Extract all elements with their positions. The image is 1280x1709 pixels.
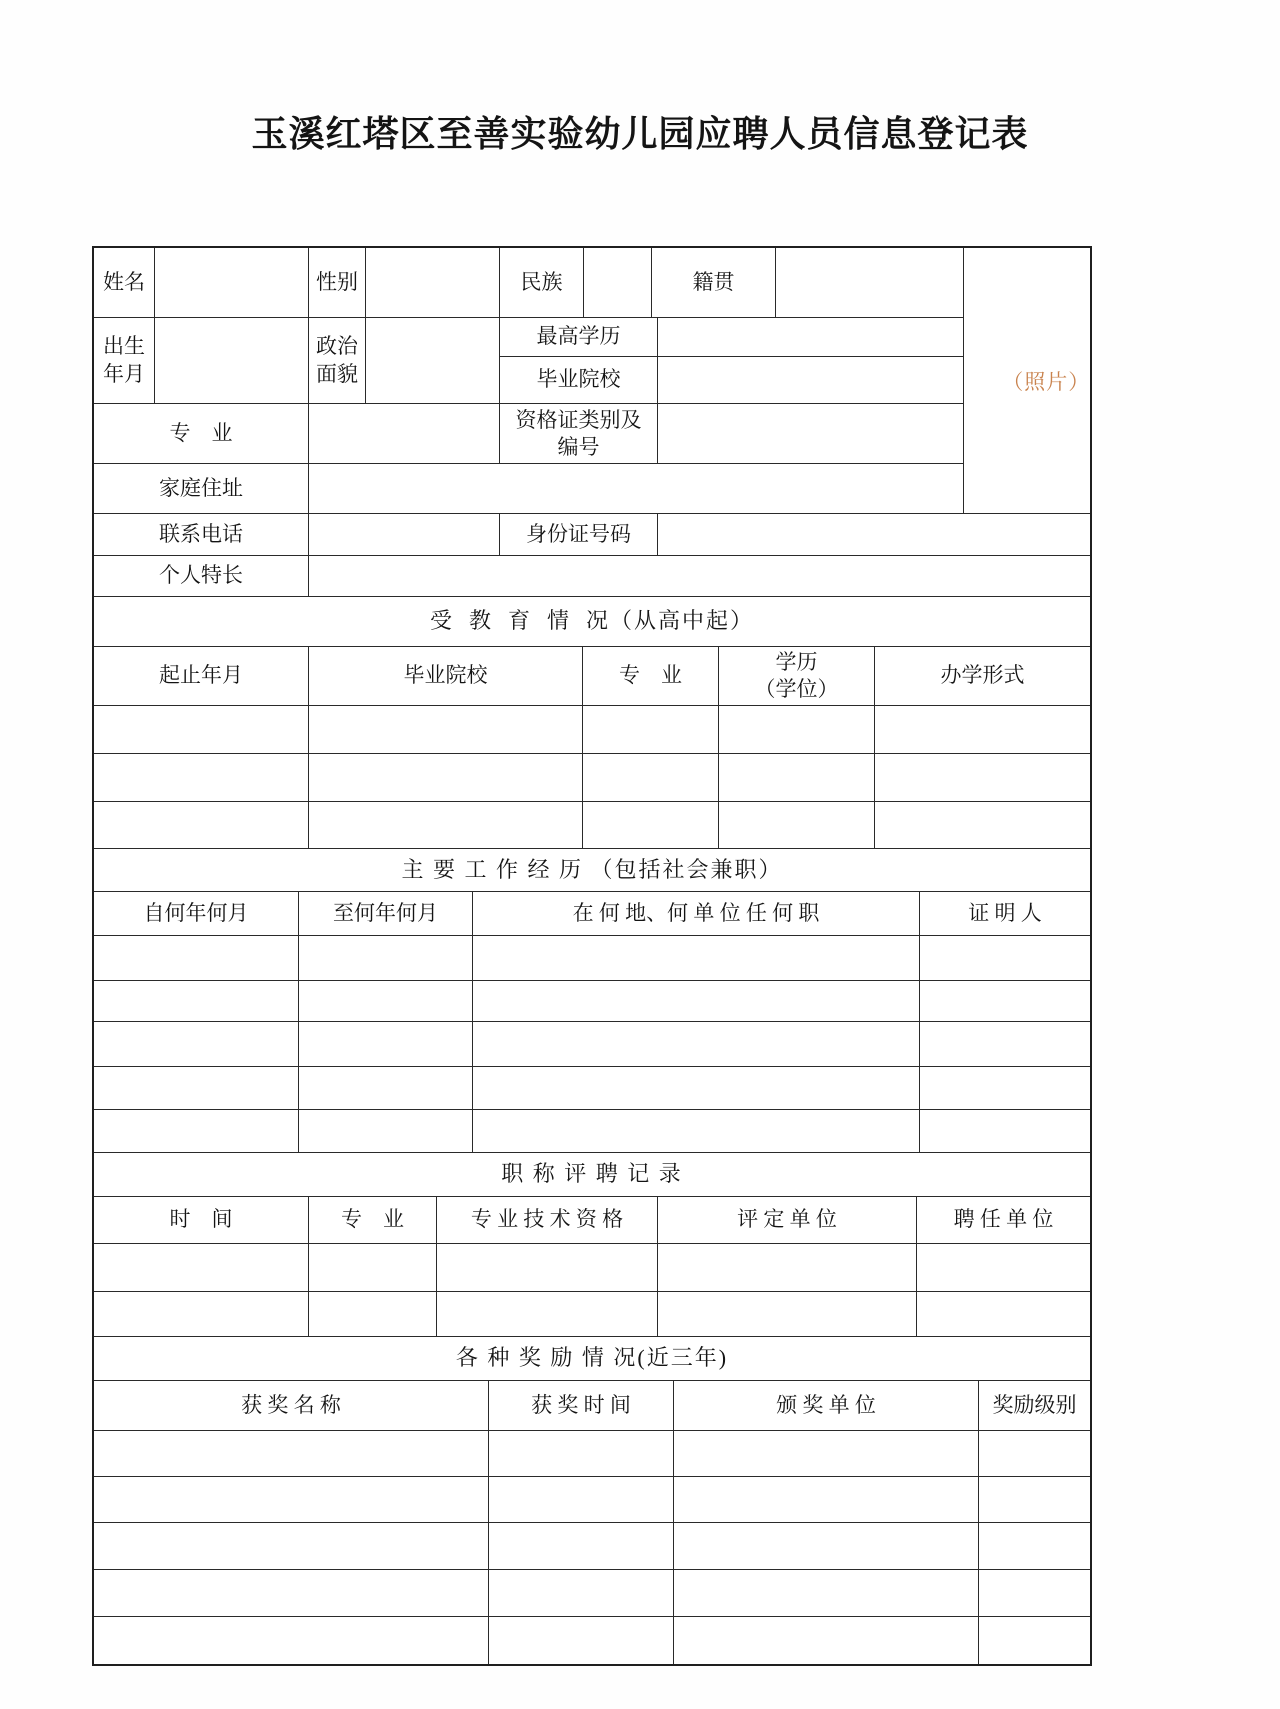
awards-col-awarding-unit: 颁 奖 单 位 [674,1381,979,1430]
gender-label: 性别 [309,248,366,317]
titles-section-title: 职 称 评 聘 记 录 [501,1161,683,1187]
name-value-cell [155,248,309,317]
empty-cell [437,1244,658,1291]
row-name [94,248,963,318]
empty-cell [583,706,719,753]
empty-cell [674,1523,979,1569]
graduate-school-label: 毕业院校 [500,357,658,404]
empty-cell [583,802,719,848]
empty-cell [94,981,299,1021]
empty-cell [979,1617,1090,1664]
empty-cell [875,802,1090,848]
empty-cell [719,706,875,753]
empty-cell [674,1477,979,1522]
native-place-label: 籍贯 [652,248,776,317]
titles-col-qualification: 专 业 技 术 资 格 [437,1197,658,1243]
empty-cell [94,754,309,801]
empty-cell [674,1617,979,1664]
empty-cell [920,1067,1090,1109]
ethnicity-label: 民族 [500,248,584,317]
work-col-from: 自何年何月 [94,892,299,935]
row-highest-education [500,318,963,357]
empty-cell [658,1292,917,1336]
education-section-header [94,597,1090,647]
awards-blank-row [94,1431,1090,1477]
work-col-place-position: 在 何 地、何 单 位 任 何 职 [473,892,920,935]
gender-value-cell [366,248,500,317]
empty-cell [979,1477,1090,1522]
row-home-address [94,464,963,513]
titles-blank-row [94,1244,1090,1292]
titles-col-time: 时 间 [94,1197,309,1243]
work-blank-row [94,1110,1090,1153]
empty-cell [489,1431,674,1476]
awards-section-header [94,1337,1090,1381]
work-blank-row [94,1067,1090,1110]
work-blank-row [94,936,1090,981]
empty-cell [94,1110,299,1152]
empty-cell [473,1110,920,1152]
empty-cell [309,1244,437,1291]
empty-cell [920,936,1090,980]
empty-cell [583,754,719,801]
work-column-header-row [94,892,1090,936]
empty-cell [979,1523,1090,1569]
empty-cell [94,1570,489,1616]
education-col-major: 专 业 [583,647,719,705]
empty-cell [299,1110,473,1152]
education-blank-row [94,706,1090,754]
empty-cell [920,1022,1090,1066]
awards-blank-row [94,1570,1090,1617]
titles-col-employing-unit: 聘 任 单 位 [953,1207,1054,1232]
empty-cell [489,1523,674,1569]
empty-cell [94,1022,299,1066]
empty-cell [674,1570,979,1616]
education-col-schooling-form: 办学形式 [940,663,1025,688]
basic-info-section [94,248,1090,514]
empty-cell [875,706,1090,753]
specialty-label: 个人特长 [94,556,309,596]
work-section-title: 主 要 工 作 经 历 （包括社会兼职） [401,856,783,882]
graduate-school-value-cell [658,357,963,404]
empty-cell [489,1477,674,1522]
empty-cell [473,1067,920,1109]
row-phone-id [94,514,1090,556]
empty-cell [674,1431,979,1476]
empty-cell [94,1067,299,1109]
phone-label: 联系电话 [94,514,309,555]
education-blank-row [94,754,1090,802]
education-col-degree: 学历 （学位） [719,647,875,705]
titles-section-header [94,1153,1090,1197]
specialty-value-cell [309,556,1090,596]
empty-cell [299,981,473,1021]
empty-cell [309,706,583,753]
titles-blank-row [94,1292,1090,1337]
work-blank-row [94,981,1090,1022]
basic-info-grid [94,248,964,513]
empty-cell [489,1617,674,1664]
titles-column-header-row [94,1197,1090,1244]
row-birth-political [94,318,963,405]
empty-cell [719,754,875,801]
titles-col-assessing-unit: 评 定 单 位 [658,1197,917,1243]
highest-education-value-cell [658,318,963,356]
empty-cell [94,802,309,848]
empty-cell [94,1431,489,1476]
work-section-header [94,849,1090,892]
empty-cell [489,1570,674,1616]
row-graduate-school [500,357,963,404]
awards-col-name: 获 奖 名 称 [94,1381,489,1430]
empty-cell [875,754,1090,801]
native-place-value-cell [776,248,963,317]
empty-cell [658,1244,917,1291]
empty-cell [94,1617,489,1664]
birth-date-label: 出生 年月 [94,318,155,404]
empty-cell [920,981,1090,1021]
empty-cell [917,1292,1090,1336]
empty-cell [309,754,583,801]
empty-cell [94,1292,309,1336]
awards-col-time: 获 奖 时 间 [489,1381,674,1430]
education-section-title: 受 教 育 情 况（从高中起） [429,608,754,634]
home-address-label: 家庭住址 [94,464,309,513]
empty-cell [309,802,583,848]
certificate-label: 资格证类别及 编号 [500,404,658,463]
empty-cell [920,1110,1090,1152]
empty-cell [473,936,920,980]
row-specialty [94,556,1090,597]
empty-cell [719,802,875,848]
empty-cell [473,1022,920,1066]
photo-placeholder-cell: （照片） [1002,369,1091,394]
awards-blank-row [94,1477,1090,1523]
education-blank-row [94,802,1090,849]
id-number-label: 身份证号码 [500,514,658,555]
empty-cell [94,706,309,753]
education-col-school: 毕业院校 [309,647,583,705]
political-status-label: 政治 面貌 [309,318,366,404]
major-value-cell [309,404,500,463]
empty-cell [94,1523,489,1569]
empty-cell [94,1244,309,1291]
empty-cell [917,1244,1090,1291]
empty-cell [473,981,920,1021]
empty-cell [299,1022,473,1066]
work-col-to: 至何年何月 [299,892,473,935]
page-title: 玉溪红塔区至善实验幼儿园应聘人员信息登记表 [251,114,1029,154]
empty-cell [979,1570,1090,1616]
awards-col-level: 奖励级别 [992,1392,1077,1417]
awards-blank-row [94,1523,1090,1570]
empty-cell [309,1292,437,1336]
awards-blank-row [94,1617,1090,1664]
ethnicity-value-cell [584,248,652,317]
work-blank-row [94,1022,1090,1067]
name-label: 姓名 [94,248,155,317]
certificate-value-cell [658,404,963,463]
titles-col-major: 专 业 [309,1197,437,1243]
empty-cell [979,1431,1090,1476]
education-school-block [500,318,963,404]
political-status-value-cell [366,318,500,404]
empty-cell [94,1477,489,1522]
highest-education-label: 最高学历 [500,318,658,356]
empty-cell [299,1067,473,1109]
education-col-period: 起止年月 [94,647,309,705]
home-address-value-cell [309,464,963,513]
id-number-value-cell [658,514,1090,555]
major-label: 专 业 [94,404,309,463]
birth-date-value-cell [155,318,309,404]
phone-value-cell [309,514,500,555]
row-major-certificate [94,404,963,464]
empty-cell [437,1292,658,1336]
education-column-header-row [94,647,1090,706]
work-col-reference: 证 明 人 [968,900,1042,925]
awards-section-title: 各 种 奖 励 情 况(近三年) [455,1345,729,1371]
empty-cell [94,936,299,980]
registration-form-table [92,246,1092,1666]
awards-column-header-row [94,1381,1090,1431]
empty-cell [299,936,473,980]
